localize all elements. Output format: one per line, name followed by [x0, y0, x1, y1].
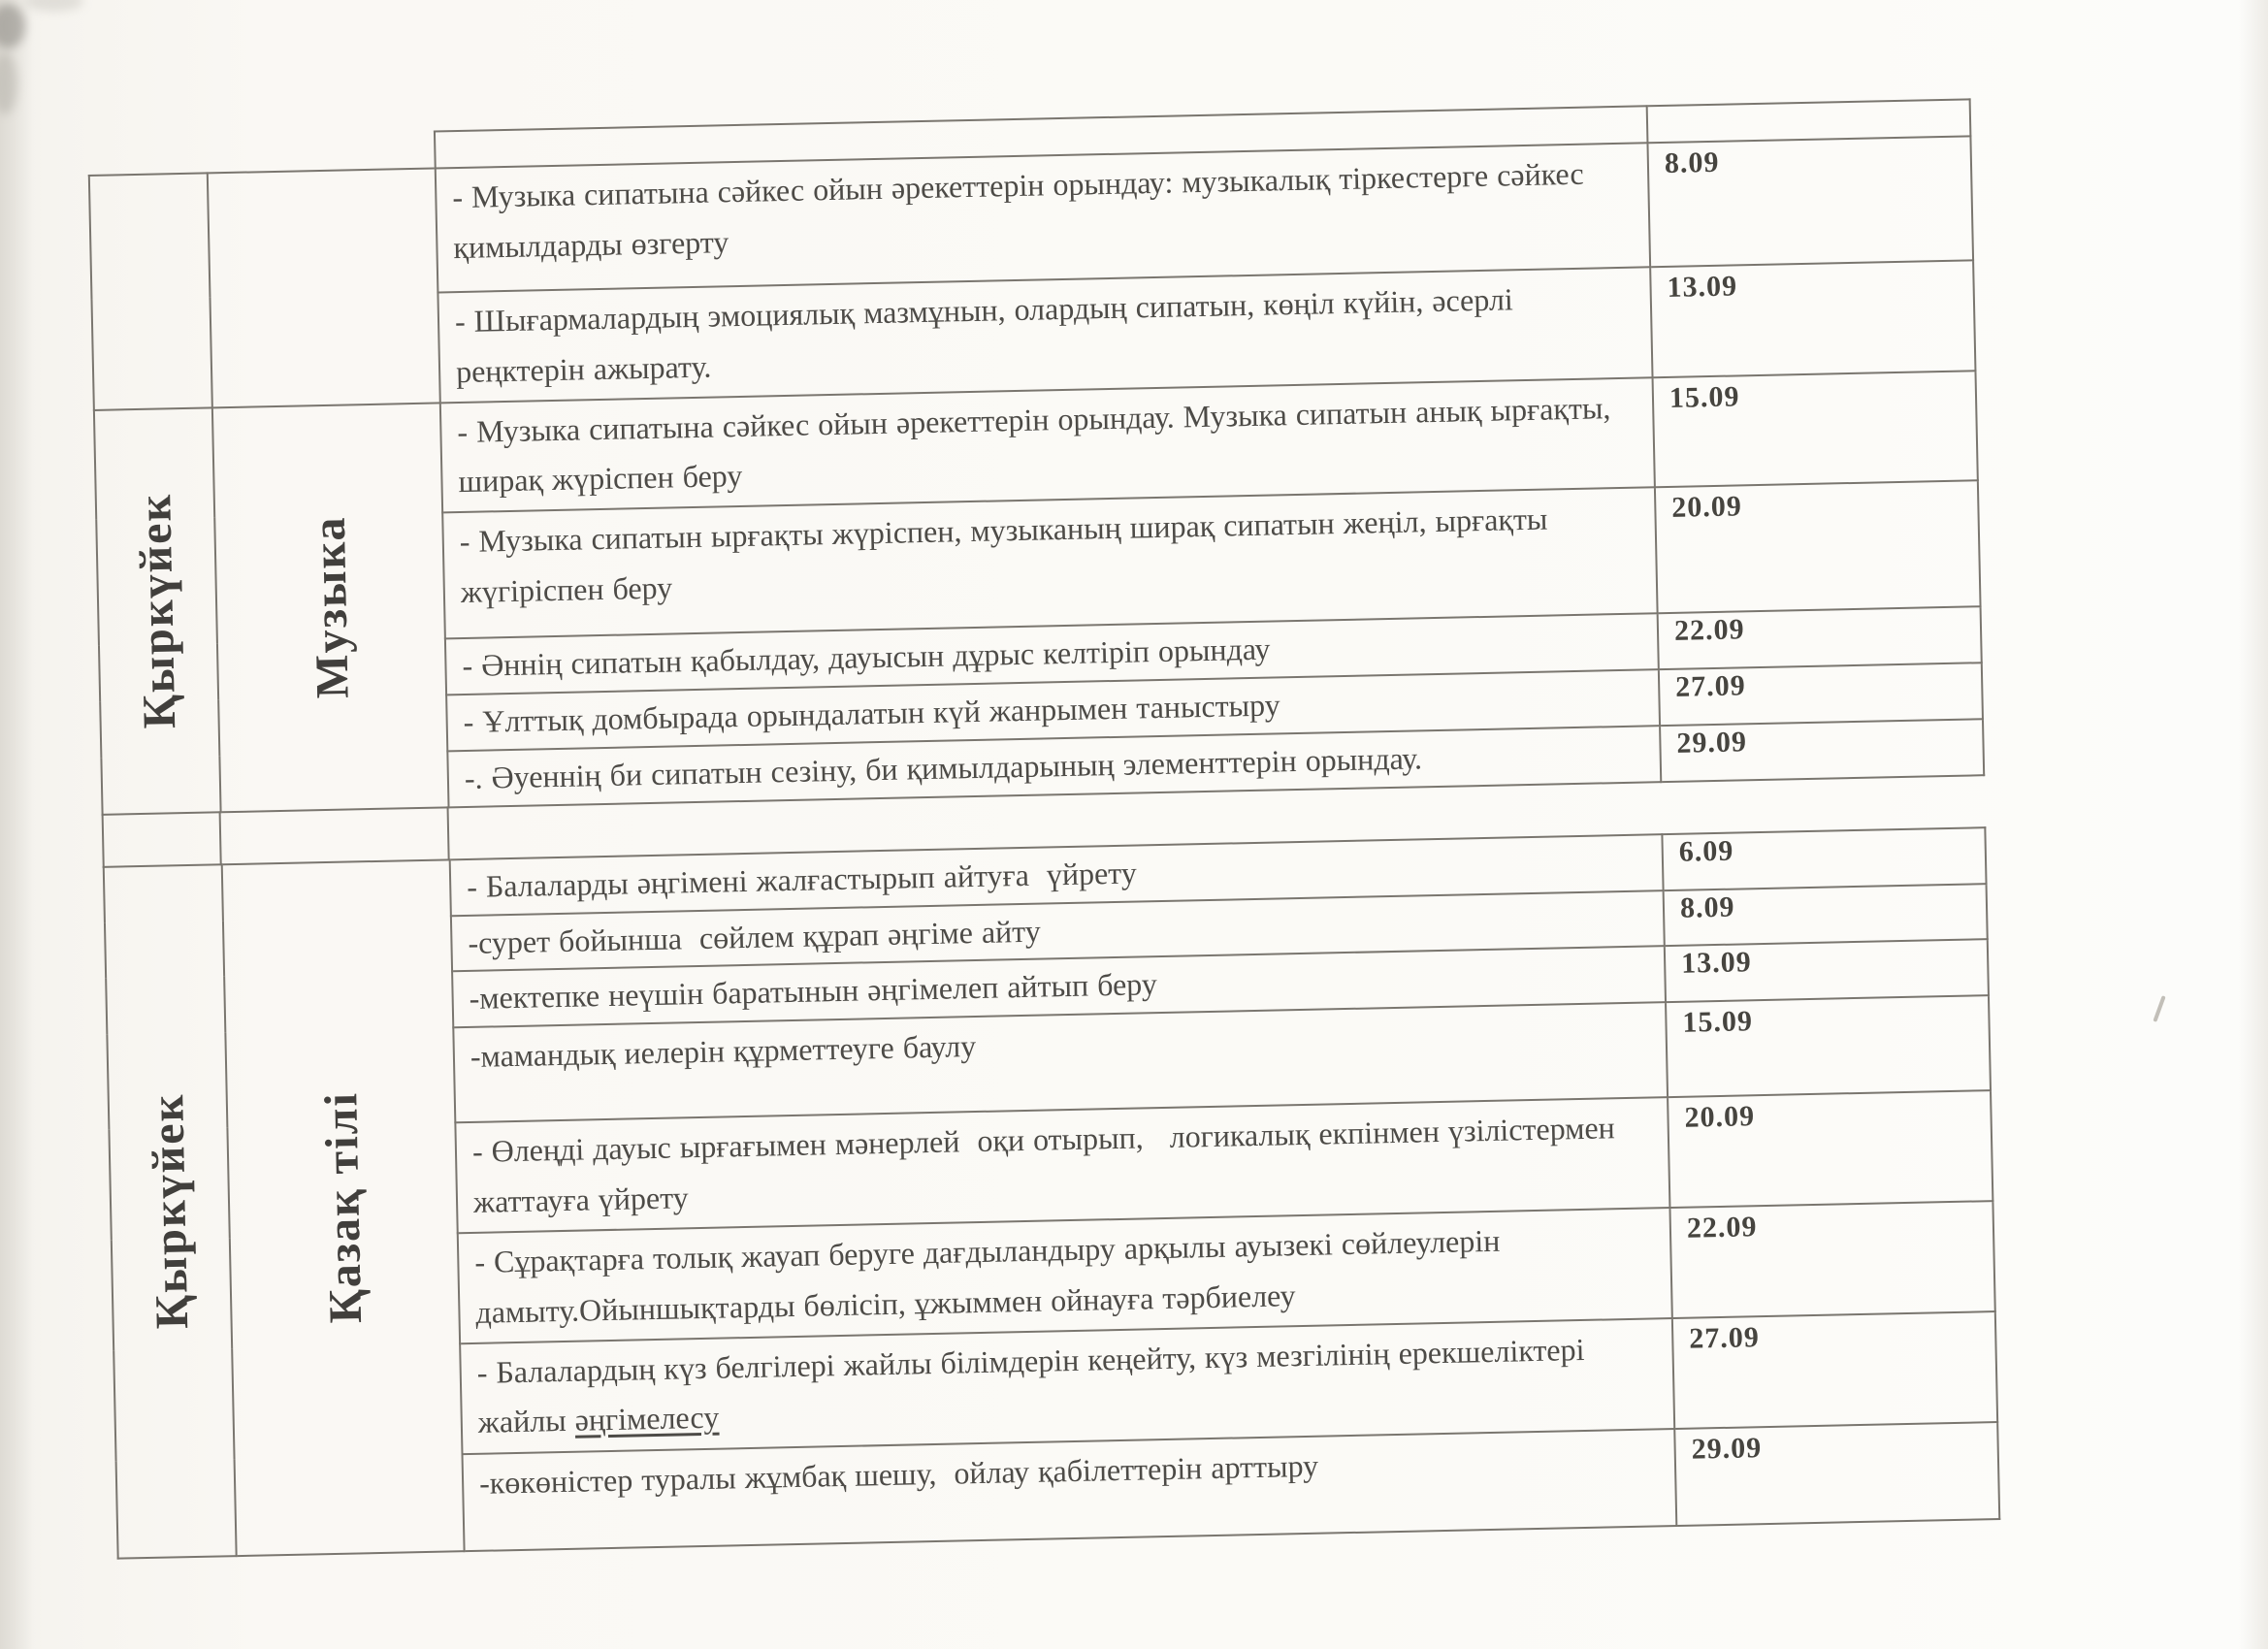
lesson-text: -мектепке неүшін баратынын әңгімелеп айтып беру	[452, 947, 1666, 1028]
date-label: 6.09	[1662, 827, 1986, 890]
subject-cell	[212, 403, 449, 812]
scan-left-edge-shadow	[0, 0, 33, 1649]
column-rule	[447, 806, 450, 860]
date-label: 27.09	[1659, 663, 1983, 726]
subject-label: Қазақ тілі	[314, 1090, 372, 1324]
scan-artifact-mark	[2153, 995, 2165, 1022]
lesson-text: - Сұрақтарға толық жауап беруге дағдыландыру арқылы ауызекі сөйлеулерін дамыту.Ойыншықтарды бөлісіп, ұжыммен ойнауға тәрбиелеу	[458, 1208, 1672, 1343]
date-label: 22.09	[1658, 607, 1982, 670]
lesson-text: -. Әуеннің би сипатын сезіну, би қимылдарының элементтерін орындау.	[447, 726, 1661, 807]
lesson-text: - Шығармалардың эмоциялық мазмұнын, олардың сипатын, көңіл күйін, әсерлі реңктерін ажырату.	[437, 267, 1652, 403]
subject-label: Музыка	[303, 515, 359, 699]
date-label: 8.09	[1647, 136, 1973, 267]
lesson-text: - Өлеңді дауыс ырғағымен мәнерлей оқи отырып, логикалық екпінмен үзілістермен жаттауға үйрету	[455, 1097, 1669, 1233]
subject-cell	[222, 859, 465, 1556]
month-cell-empty	[89, 173, 212, 409]
month-label: Қыркүйек	[142, 1092, 199, 1330]
date-label: 22.09	[1669, 1201, 1994, 1318]
scan-smudge	[0, 4, 25, 48]
section-music-table	[87, 98, 1985, 815]
lesson-text-underlined: әңгімелесу	[574, 1400, 720, 1439]
scan-right-edge-shadow	[2239, 0, 2268, 1649]
scan-smudge	[0, 52, 17, 114]
lesson-plan-table-scan	[87, 98, 1998, 1559]
date-label: 20.09	[1655, 481, 1981, 614]
date-label: 13.09	[1650, 260, 1975, 377]
date-label: 29.09	[1660, 719, 1984, 782]
date-label: 15.09	[1653, 371, 1978, 488]
month-cell	[94, 407, 221, 815]
lesson-text: -мамандық иелерін құрметтеуге баулу	[453, 1002, 1668, 1122]
date-label: 29.09	[1674, 1422, 1999, 1526]
lesson-text-part: - Балалардың күз белгілері жайлы білімдерін кеңейту, күз мезгілінің ерекшеліктері жайлы	[476, 1331, 1594, 1440]
date-label: 15.09	[1666, 995, 1991, 1097]
lesson-text: -көкөністер туралы жұмбақ шешу, ойлау қабілеттерін арттыру	[462, 1429, 1676, 1551]
lesson-text: - Әннің сипатын қабылдау, дауысын дұрыс келтіріп орындау	[445, 614, 1659, 695]
column-rule	[219, 811, 222, 865]
month-label: Қыркүйек	[129, 492, 186, 729]
month-cell	[104, 864, 237, 1558]
date-label: 27.09	[1672, 1311, 1997, 1429]
lesson-text: - Балаларды әңгімені жалғастырып айтуға үйрету	[450, 834, 1664, 916]
lesson-text: -сурет бойынша сөйлем құрап әңгіме айту	[451, 890, 1665, 972]
section-kazakh-language-table	[103, 826, 2001, 1559]
scan-smudge	[25, 0, 83, 12]
column-rule	[102, 814, 105, 868]
lesson-text: - Музыка сипатына сәйкес ойын әрекеттерін орындау. Музыка сипатын анық ырғақты, ширақ жүріспен беру	[440, 377, 1655, 513]
lesson-text: - Музыка сипатына сәйкес ойын әрекеттерін орындау: музыкалық тіркестерге сәйкес қимылдарды өзгерту	[436, 143, 1650, 292]
date-label: 13.09	[1665, 940, 1989, 1003]
lesson-text: - Музыка сипатын ырғақты жүріспен, музыканың ширақ сипатын жеңіл, ырғақты жүгіріспен беру	[442, 488, 1657, 639]
date-label: 20.09	[1668, 1090, 1993, 1208]
lesson-text: - Ұлттық домбырада орындалатын күй жанрымен таныстыру	[446, 669, 1660, 751]
subject-cell-empty	[208, 168, 440, 407]
date-label: 8.09	[1664, 884, 1988, 947]
